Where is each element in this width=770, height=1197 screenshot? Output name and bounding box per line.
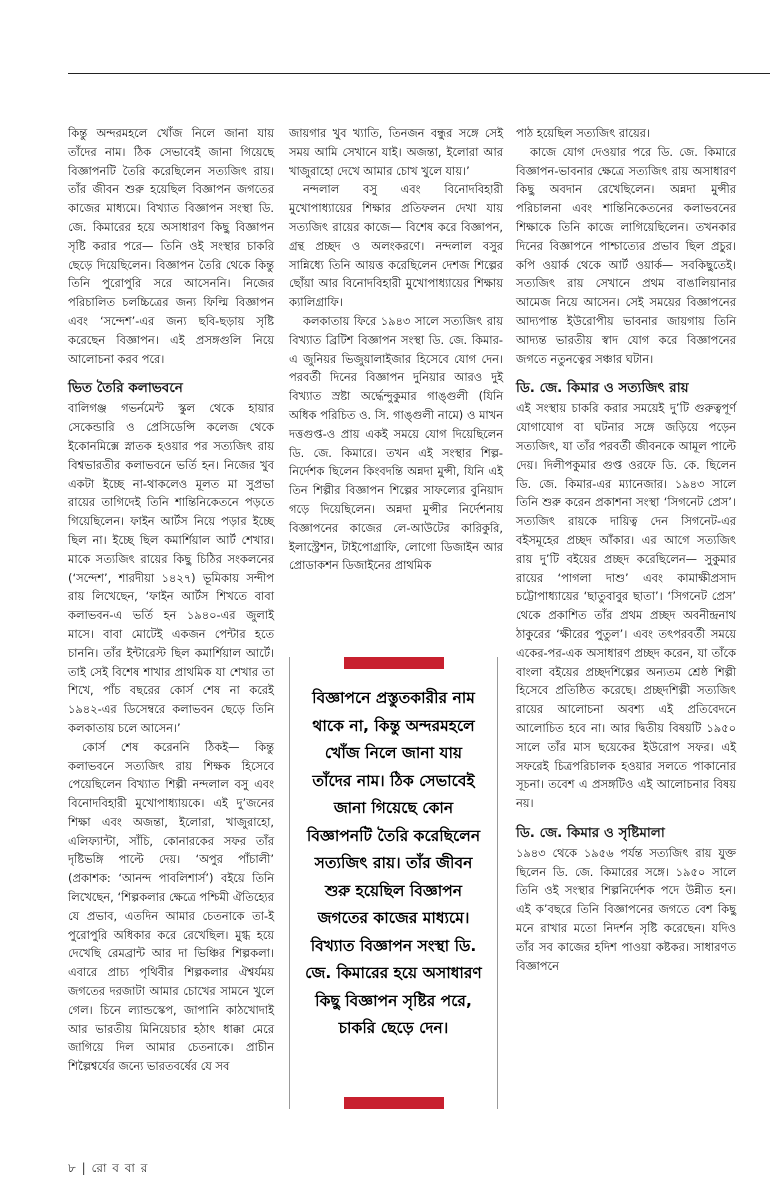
pull-quote-text: বিজ্ঞাপনে প্রস্তুতকারীর নাম থাকে না, কিন্তু অন্দরমহলে খোঁজ নিলে জানা যায় তাঁদের নাম। ঠিক সেভাবেই জানা গিয়েছে কোন বিজ্ঞাপনটি তৈরি করেছিলেন সত্যজিৎ রায়। তাঁর জীবন শুরু হয়েছিল বিজ্ঞাপন জগতের কাজের মাধ্যমে। বিখ্যাত বিজ্ঞাপন সংস্থা ডি. জে. কিমারের হয়ে অসাধারণ কিছু বিজ্ঞাপন সৃষ্টির পরে, চাকরি ছেড়ে দেন। bbox=[305, 689, 482, 1037]
body-paragraph: নন্দলাল বসু এবং বিনোদবিহারী মুখোপাধ্যায়ের শিক্ষার প্রতিফলন দেখা যায় সত্যজিৎ রায়ের কাজে— বিশেষ করে বিজ্ঞাপন, গ্রন্থ প্রচ্ছদ ও অলংকরণে। নন্দলাল বসুর সান্নিধ্যে তিনি আয়ত্ত করেছিলেন দেশজ শিল্পের ছোঁয়া আর বিনোদবিহারী মুখোপাধ্যায়ের শিক্ষায় ক্যালিগ্রাফি। bbox=[289, 182, 503, 310]
pull-quote-accent-bar-bottom bbox=[344, 1097, 444, 1109]
section-heading: ভিত তৈরি কলাভবনে bbox=[68, 380, 183, 397]
body-paragraph: কলকাতায় ফিরে ১৯৪৩ সালে সত্যজিৎ রায় বিখ্যাত ব্রিটিশ বিজ্ঞাপন সংস্থা ডি. জে. কিমার-এ জুনিয়র ভিজুয়ালাইজার হিসেবে যোগ দেন। পরবর্তী দিনের বিজ্ঞাপন দুনিয়ার আরও দুই বিখ্যাত স্রষ্টা অর্দ্ধেন্দুকুমার গাঙ্গুলী (যিনি অধিক পরিচিত ও. সি. গাঙ্গুলী নামে) ও মাখন দত্তগুপ্ত-ও প্রায় একই সময়ে যোগ দিয়েছিলেন ডি. জে. কিমারে। তখন এই সংস্থার শিল্প-নির্দেশক ছিলেন কিংবদন্তি অন্নদা মুন্সী, যিনি এই তিন শিল্পীর বিজ্ঞাপন শিল্পের সাফল্যের বুনিয়াদ গড়ে দিয়েছিলেন। অন্নদা মুন্সীর নির্দেশনায় বিজ্ঞাপনের কাজের লে-আউটের কারিকুরি, ইলাস্ট্রেশন, টাইপোগ্রাফি, লোগো ডিজাইন আর প্রোডাকশন ডিজাইনের প্রাথমিক bbox=[289, 313, 503, 573]
section-heading: ডি. জে. কিমার ও সত্যজিৎ রায় bbox=[516, 380, 689, 397]
body-paragraph: কিন্তু অন্দরমহলে খোঁজ নিলে জানা যায় তাঁদের নাম। ঠিক সেভাবেই জানা গিয়েছে বিজ্ঞাপনটি তৈরি করেছিলেন সত্যজিৎ রায়। তাঁর জীবন শুরু হয়েছিল বিজ্ঞাপন জগতের কাজের মাধ্যমে। বিখ্যাত বিজ্ঞাপন সংস্থা ডি. জে. কিমারের হয়ে অসাধারণ কিছু বিজ্ঞাপন সৃষ্টি করার পরে— তিনি ওই সংস্থার চাকরি ছেড়ে দিয়েছিলেন। বিজ্ঞাপন তৈরি থেকে কিন্তু তিনি পুরোপুরি সরে আসেননি। নিজের পরিচালিত চলচ্চিত্রের জন্য ফিল্মি বিজ্ঞাপন এবং ‘সন্দেশ’-এর জন্য ছবি-ছড়ায় সৃষ্টি করেছেন বিজ্ঞাপন। এই প্রসঙ্গগুলি নিয়ে আলোচনা করব পরে। bbox=[68, 126, 274, 366]
body-paragraph: জায়গার খুব খ্যাতি, তিনজন বন্ধুর সঙ্গে সেই সময় আমি সেখানে যাই। অজন্তা, ইলোরা আর খাজুরাহো দেখে আমার চোখ খুলে যায়।’ bbox=[289, 126, 503, 178]
top-rule bbox=[68, 73, 770, 74]
page-number: ৮ bbox=[68, 1161, 77, 1175]
pull-quote-accent-bar-top bbox=[344, 657, 444, 669]
body-paragraph: কোর্স শেষ করেননি ঠিকই— কিন্তু কলাভবনে সত্যজিৎ রায় শিক্ষক হিসেবে পেয়েছিলেন বিখ্যাত শিল্পী নন্দলাল বসু এবং বিনোদবিহারী মুখোপাধ্যায়কে। এই দু’জনের শিক্ষা এবং অজন্তা, ইলোরা, খাজুরাহো, এলিফ্যান্টা, সাঁচি, কোনারকের সফর তাঁর দৃষ্টিভঙ্গি পাল্টে দেয়। ‘অপুর পাঁচালী’ (প্রকাশক: ‘আনন্দ পাবলিশার্স’) বইয়ে তিনি লিখেছেন, ‘শিল্পকলার ক্ষেত্রে পশ্চিমী ঐতিহ্যের যে প্রভাব, এতদিন আমার চেতনাকে তা-ই পুরোপুরি অধিকার করে রেখেছিল। মুগ্ধ হয়ে দেখেছি রেমব্রান্ট আর দা ভিঞ্চির শিল্পকলা। এবারে প্রাচ্য পৃথিবীর শিল্পকলার ঐশ্বর্যময় জগতের দরজাটা আমার চোখের সামনে খুলে গেল। চিনে ল্যান্ডস্কেপ, জাপানি কাঠখোদাই আর ভারতীয় মিনিয়েচার হঠাৎ ধাক্কা মেরে জাগিয়ে দিল আমার চেতনাকে। প্রাচীন শিল্পৈশ্বর্যের জন্যে ভারতবর্ষের যে সব bbox=[68, 739, 274, 1074]
body-paragraph: পাঠ হয়েছিল সত্যজিৎ রায়ের। bbox=[516, 126, 651, 140]
publication-section-name: রো ব বা র bbox=[91, 1161, 149, 1175]
article-column-1 bbox=[68, 124, 274, 1086]
article-column-3 bbox=[516, 124, 736, 985]
body-paragraph: ১৯৪৩ থেকে ১৯৫৬ পর্যন্ত সত্যজিৎ রায় যুক্ত ছিলেন ডি. জে. কিমারের সঙ্গে। ১৯৫০ সালে তিনি ওই সংস্থার শিল্পনির্দেশক পদে উন্নীত হন। এই ক’বছরে তিনি বিজ্ঞাপনের জগতে বেশ কিছু মনে রাখার মতো নিদর্শন সৃষ্টি করেছেন। যদিও তাঁর সব কাজের হদিশ পাওয়া কষ্টকর। সাধারণত বিজ্ঞাপনে bbox=[516, 845, 736, 973]
body-paragraph: বালিগঞ্জ গভর্নমেন্ট স্কুল থেকে হায়ার সেকেন্ডারি ও প্রেসিডেন্সি কলেজ থেকে ইকোনমিক্সে স্নাতক হওয়ার পর সত্যজিৎ রায় বিশ্বভারতীর কলাভবনে ভর্তি হন। নিজের খুব একটা ইচ্ছে না-থাকলেও মূলত মা সুপ্রভা রায়ের তাগিদেই তিনি শান্তিনিকেতনে পড়তে গিয়েছিলেন। ফাইন আর্টস নিয়ে পড়ার ইচ্ছে ছিল না। ইচ্ছে ছিল কমার্শিয়াল আর্ট শেখার। মাকে সত্যজিৎ রায়ের কিছু চিঠির সংকলনের (‘সন্দেশ’, শারদীয়া ১৪২৭) ভূমিকায় সন্দীপ রায় লিখেছেন, ‘ফাইন আর্টস শিখতে বাবা কলাভবন-এ ভর্তি হন ১৯৪০-এর জুলাই মাসে। বাবা মোটেই একজন পেন্টার হতে চাননি। তাঁর ইন্টারেস্ট ছিল কমার্শিয়াল আর্টে। তাই সেই বিশেষ শাখার প্রাথমিক যা শেখার তা শিখে, পাঁচ বছরের কোর্স শেষ না করেই ১৯৪২-এর ডিসেম্বরে কলাভবন ছেড়ে তিনি কলকাতায় চলে আসেন।’ bbox=[68, 401, 274, 735]
pull-quote-box bbox=[289, 657, 498, 1109]
body-paragraph: কাজে যোগ দেওয়ার পরে ডি. জে. কিমারে বিজ্ঞাপন-ভাবনার ক্ষেত্রে সত্যজিৎ রায় অসাধারণ কিছু অবদান রেখেছিলেন। অন্নদা মুন্সীর পরিচালনা এবং শান্তিনিকেতনের কলাভবনের শিক্ষাকে তিনি কাজে লাগিয়েছিলেন। তখনকার দিনের বিজ্ঞাপনে পাশ্চাত্যের প্রভাব ছিল প্রচুর। কপি ওয়ার্ক থেকে আর্ট ওয়ার্ক— সবকিছুতেই। সত্যজিৎ রায় সেখানে প্রথম বাঙালিয়ানার আমেজ নিয়ে আসেন। সেই সময়ের বিজ্ঞাপনের আদ্যপান্ত ইউরোপীয় ভাবনার জায়গায় তিনি আদ্যন্ত ভারতীয় স্বাদ যোগ করে বিজ্ঞাপনের জগতে নতুনত্বের সঞ্চার ঘটান। bbox=[516, 144, 736, 366]
footer-separator: | bbox=[81, 1161, 87, 1175]
section-heading: ডি. জে. কিমার ও সৃষ্টিমালা bbox=[516, 824, 665, 841]
body-paragraph: এই সংস্থায় চাকরি করার সময়েই দু’টি গুরুত্বপূর্ণ যোগাযোগ বা ঘটনার সঙ্গে জড়িয়ে পড়েন সত্যজিৎ, যা তাঁর পরবর্তী জীবনকে আমূল পাল্টে দেয়। দিলীপকুমার গুপ্ত ওরফে ডি. কে. ছিলেন ডি. জে. কিমার-এর ম্যানেজার। ১৯৪৩ সালে তিনি শুরু করেন প্রকাশনা সংস্থা ‘সিগনেট প্রেস’। সত্যজিৎ রায়কে দায়িত্ব দেন সিগনেট-এর বইসমূহের প্রচ্ছদ আঁকার। এর আগে সত্যজিৎ রায় দু’টি বইয়ের প্রচ্ছদ করেছিলেন— সুকুমার রায়ের ‘পাগলা দাশু’ এবং কামাক্ষীপ্রসাদ চট্টোপাধ্যায়ের ‘ছাতুবাবুর ছাতা’। ‘সিগনেট প্রেস’ থেকে প্রকাশিত তাঁর প্রথম প্রচ্ছদ অবনীন্দ্রনাথ ঠাকুরের ‘ক্ষীরের পুতুল’। এবং তৎপরবর্তী সময়ে একের-পর-এক অসাধারণ প্রচ্ছদ করেন, যা তাঁকে বাংলা বইয়ের প্রচ্ছদশিল্পের অন্যতম শ্রেষ্ঠ শিল্পী হিসেবে প্রতিষ্ঠিত করেছে। প্রচ্ছদশিল্পী সত্যজিৎ রায়ের আলোচনা অবশ্য এই প্রতিবেদনে আলোচিত হবে না। আর দ্বিতীয় বিষয়টি ১৯৫০ সালে তাঁর মাস ছয়েকের ইউরোপ সফর। এই সফরেই চিত্রপরিচালক হওয়ার সলতে পাকানোর সূচনা। তবেশ এ প্রসঙ্গটিও এই আলোচনার বিষয় নয়। bbox=[516, 401, 736, 811]
article-column-2 bbox=[289, 124, 503, 585]
page-footer bbox=[68, 1160, 148, 1180]
